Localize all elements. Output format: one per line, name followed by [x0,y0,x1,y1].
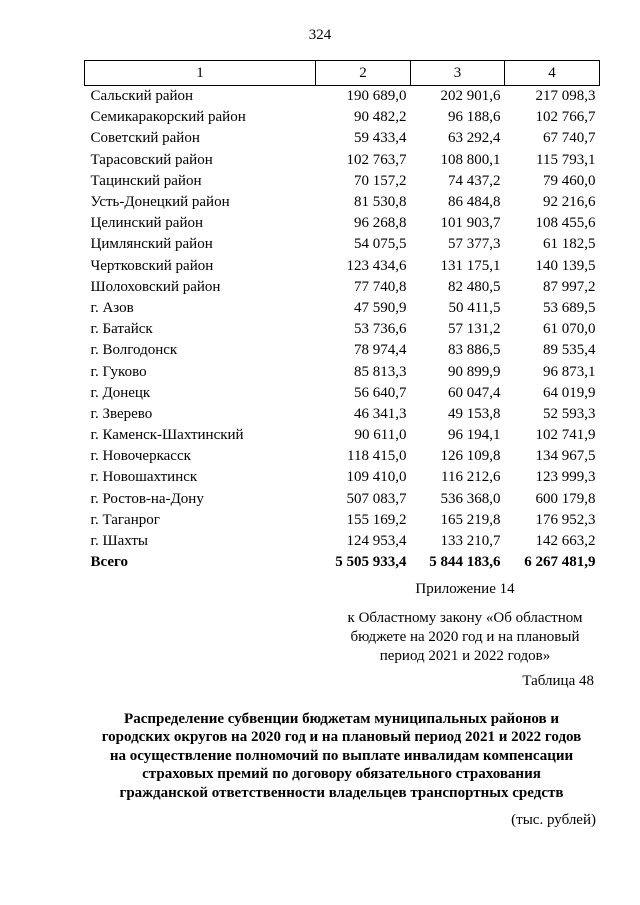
table-row [85,86,600,108]
municipality-name: г. Каменск-Шахтинский [90,427,244,444]
value-2022: 61 070,0 [543,321,596,338]
value-2022: 123 999,3 [535,469,596,486]
value-2022: 67 740,7 [543,130,596,147]
heading-line: гражданской ответственности владельцев транспортных средств [119,784,564,801]
value-2021: 202 901,6 [440,88,501,105]
value-2022: 92 216,6 [543,194,596,211]
value-2021: 74 437,2 [448,172,501,189]
total-label: Всего [90,554,128,571]
value-2021: 131 175,1 [440,257,501,274]
municipality-name: Чертковский район [90,257,214,274]
heading-line: городских округов на 2020 год и на плановый период 2021 и 2022 годов [101,729,582,746]
table-body [85,86,600,574]
value-2022: 140 139,5 [535,257,596,274]
value-2020: 90 482,2 [354,109,407,126]
value-2021: 60 047,4 [448,384,501,401]
value-2021: 83 886,5 [448,342,501,359]
total-row [85,552,600,573]
value-2022: 134 967,5 [535,448,596,465]
value-2020: 190 689,0 [346,88,407,105]
value-2021: 126 109,8 [440,448,501,465]
table-header [85,61,600,86]
value-2020: 77 740,8 [354,278,407,295]
appendix-note [330,580,600,666]
value-2021: 90 899,9 [448,363,501,380]
table-row [85,531,600,552]
municipality-name: г. Шахты [90,533,149,550]
value-2022: 217 098,3 [535,88,596,105]
table-row [85,234,600,255]
municipality-name: г. Азов [90,299,134,316]
table-row [85,489,600,510]
table-row [85,107,600,128]
value-2020: 123 434,6 [346,257,407,274]
table-row [85,171,600,192]
value-2021: 49 153,8 [448,405,501,422]
table-row [85,213,600,234]
value-2022: 61 182,5 [543,236,596,253]
municipality-name: Советский район [90,130,200,147]
value-2022: 600 179,8 [535,490,596,507]
value-2020: 46 341,3 [354,405,407,422]
value-2020: 53 736,6 [354,321,407,338]
municipality-name: Шолоховский район [90,278,221,295]
value-2021: 96 194,1 [448,427,501,444]
value-2022: 102 766,7 [535,109,596,126]
header-col-4: 4 [505,61,600,86]
value-2020: 56 640,7 [354,384,407,401]
value-2022: 115 793,1 [536,151,596,168]
heading-line: на осуществление полномочий по выплате инвалидам компенсации [109,747,574,764]
total-2021: 5 844 183,6 [429,554,501,571]
table-row [85,425,600,446]
municipality-name: Тацинский район [90,172,202,189]
municipality-name: Семикаракорский район [90,109,246,126]
value-2020: 59 433,4 [354,130,407,147]
table-row [85,446,600,467]
value-2020: 54 075,5 [354,236,407,253]
value-2021: 57 377,3 [448,236,501,253]
value-2020: 70 157,2 [354,172,407,189]
value-2022: 89 535,4 [543,342,596,359]
value-2021: 63 292,4 [448,130,501,147]
value-2022: 102 741,9 [535,427,596,444]
value-2021: 536 368,0 [440,490,501,507]
municipality-name: г. Зверево [90,405,153,422]
value-2022: 142 663,2 [535,533,596,550]
value-2020: 118 415,0 [347,448,407,465]
table-row [85,277,600,298]
value-2021: 108 800,1 [440,151,501,168]
table-row [85,383,600,404]
value-2022: 87 997,2 [543,278,596,295]
heading-line: страховых премий по договору обязательного страхования [142,766,541,783]
value-2021: 165 219,8 [440,511,501,528]
value-2021: 101 903,7 [440,215,501,232]
value-2021: 86 484,8 [448,194,501,211]
municipality-name: Сальский район [90,88,194,105]
municipality-name: г. Гуково [90,363,147,380]
table-row [85,404,600,425]
value-2020: 507 083,7 [346,490,407,507]
table-heading [84,710,599,802]
municipality-name: Цимлянский район [90,236,213,253]
table-row [85,340,600,361]
value-2021: 50 411,5 [448,299,501,316]
municipality-name: г. Батайск [90,321,153,338]
header-col-1: 1 [85,61,316,86]
total-2020: 5 505 933,4 [335,554,407,571]
table-row [85,361,600,382]
table-row [85,192,600,213]
value-2022: 52 593,3 [543,405,596,422]
table-row [85,510,600,531]
heading-line: Распределение субвенции бюджетам муниципальных районов и [124,711,559,727]
value-2022: 108 455,6 [535,215,596,232]
value-2021: 82 480,5 [448,278,501,295]
value-2021: 96 188,6 [448,109,501,126]
value-2022: 64 019,9 [543,384,596,401]
value-2021: 133 210,7 [440,533,501,550]
municipality-name: Целинский район [90,215,203,232]
appendix-title: Приложение 14 [415,581,515,597]
municipality-name: г. Таганрог [90,511,160,528]
table-row [85,150,600,171]
subvention-table [84,60,600,573]
table-row [85,319,600,340]
page-number: 324 [308,27,332,43]
table-row [85,128,600,149]
value-2020: 47 590,9 [354,299,407,316]
value-2022: 53 689,5 [543,299,596,316]
value-2020: 85 813,3 [354,363,407,380]
value-2020: 78 974,4 [354,342,407,359]
header-col-3: 3 [411,61,505,86]
municipality-name: г. Новошахтинск [90,469,198,486]
municipality-name: г. Донецк [90,384,151,401]
total-2022: 6 267 481,9 [524,554,596,571]
value-2020: 90 611,0 [354,427,407,444]
value-2021: 116 212,6 [441,469,501,486]
table-row [85,467,600,488]
municipality-name: г. Волгодонск [90,342,178,359]
units-note: (тыс. рублей) [511,812,596,828]
value-2022: 79 460,0 [543,172,596,189]
municipality-name: Тарасовский район [90,151,213,168]
value-2022: 96 873,1 [543,363,596,380]
value-2022: 176 952,3 [535,511,596,528]
table-label: Таблица 48 [522,673,594,689]
header-row [85,61,600,86]
value-2021: 57 131,2 [448,321,501,338]
table-row [85,298,600,319]
appendix-text: к Областному закону «Об областном бюджете на 2020 год и на плановый период 2021 и 2022 годов» [347,610,583,664]
municipality-name: г. Новочеркасск [90,448,191,465]
header-col-2: 2 [316,61,411,86]
value-2020: 109 410,0 [346,469,407,486]
municipality-name: г. Ростов-на-Дону [90,490,204,507]
value-2020: 124 953,4 [346,533,407,550]
municipality-name: Усть-Донецкий район [90,194,230,211]
value-2020: 102 763,7 [346,151,407,168]
value-2020: 155 169,2 [346,511,407,528]
value-2020: 96 268,8 [354,215,407,232]
table-row [85,256,600,277]
value-2020: 81 530,8 [354,194,407,211]
